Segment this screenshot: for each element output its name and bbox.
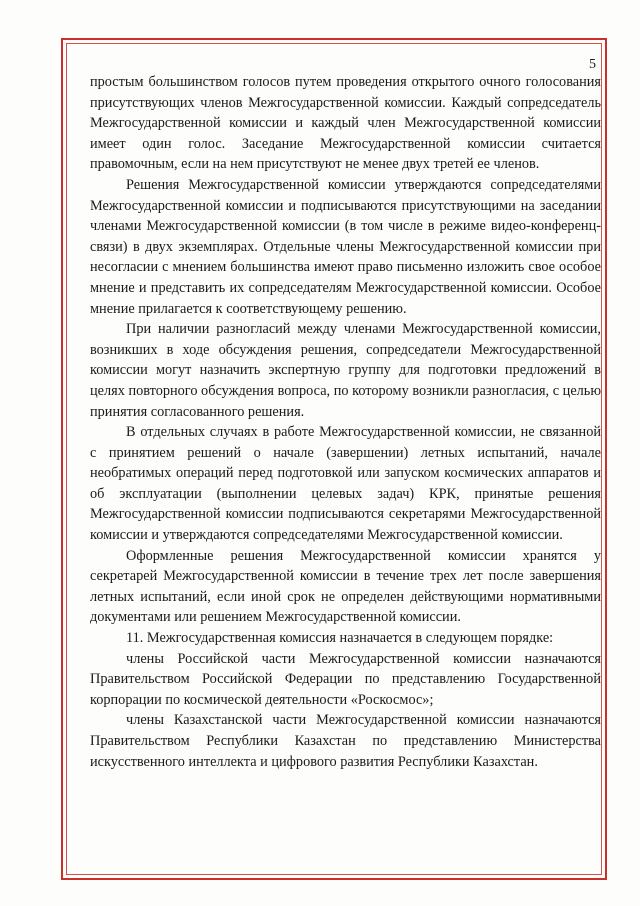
paragraph-storage: Оформленные решения Межгосударственной комиссии хранятся у секретарей Межгосударственной комиссии в течение трех лет после завершения летных испытаний, если иной срок не определен действующими нормативными документами или решением Межгосударственной комиссии. xyxy=(90,547,601,626)
paragraph-item-11: 11. Межгосударственная комиссия назначается в следующем порядке: xyxy=(126,630,554,647)
paragraph-voting: простым большинством голосов путем проведения открытого очного голосования присутствующих членов Межгосударственной комиссии. Каждый сопредседатель Межгосударственной комиссии и каждый член Межгосударственной комиссии имеет один голос. Заседание Межгосударственной комиссии считается правомочным, если на нем присутствуют не менее двух третей ее членов. xyxy=(90,74,601,173)
paragraph-russian-members: члены Российской части Межгосударственной комиссии назначаются Правительством Российской Федерации по представлению Государственной корпорации по космической деятельности «Роскосмос»; xyxy=(90,650,601,708)
page-number: 5 xyxy=(589,57,596,72)
paragraph-kazakh-members: члены Казахстанской части Межгосударственной комиссии назначаются Правительством Республики Казахстан по представлению Министерства искусственного интеллекта и цифрового развития Республики Казахстан. xyxy=(90,712,601,770)
paragraph-disagreements: При наличии разногласий между членами Межгосударственной комиссии, возникших в ходе обсуждения решения, сопредседатели Межгосударственной комиссии могут назначить экспертную группу для подготовки предложений в целях повторного обсуждения вопроса, по которому возникли разногласия, с целью принятия согласованного решения. xyxy=(90,321,601,420)
document-body xyxy=(90,72,601,772)
paragraph-special-cases: В отдельных случаях в работе Межгосударственной комиссии, не связанной с принятием решений о начале (завершении) летных испытаний, начале необратимых операций перед подготовкой или запуском космических аппаратов и об эксплуатации (выполнении целевых задач) КРК, принятые решения Межгосударственной комиссии подписываются секретарями Межгосударственной комиссии и утверждаются сопредседателями Межгосударственной комиссии. xyxy=(90,424,601,544)
paragraph-decisions: Решения Межгосударственной комиссии утверждаются сопредседателями Межгосударственной комиссии и подписываются присутствующими на заседании членами Межгосударственной комиссии (в том числе в режиме видео-конференц-связи) в двух экземплярах. Отдельные члены Межгосударственной комиссии при несогласии с мнением большинства имеют право письменно изложить свое особое мнение и представить их сопредседателям Межгосударственной комиссии. Особое мнение прилагается к соответствующему решению. xyxy=(90,176,601,317)
